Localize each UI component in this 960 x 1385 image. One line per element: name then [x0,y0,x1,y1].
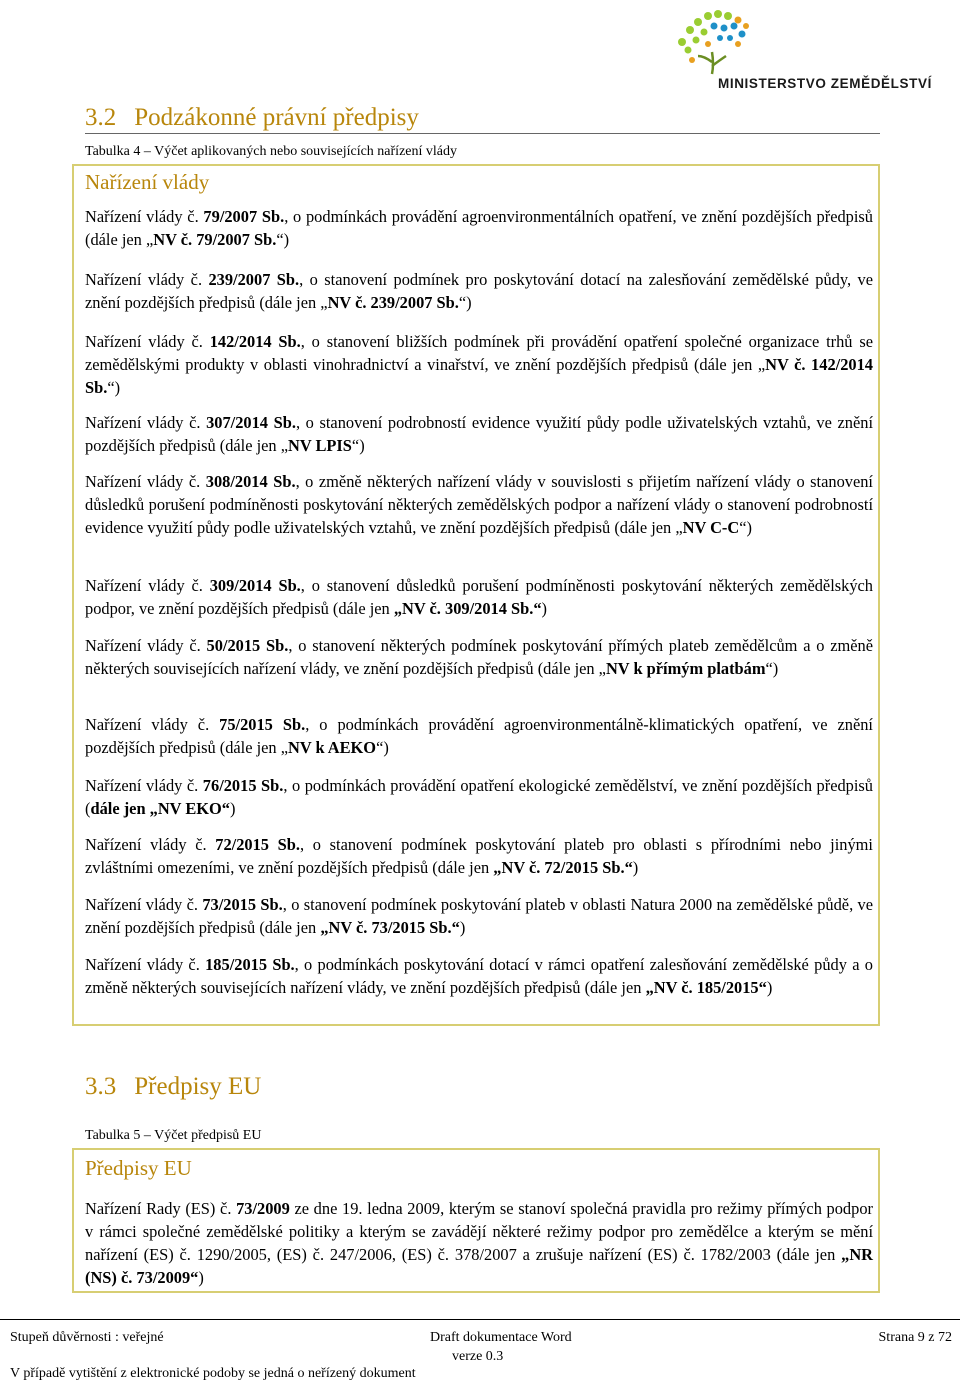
regulation-paragraph: Nařízení vlády č. 185/2015 Sb., o podmínkách poskytování dotací v rámci opatření zalesňování zemědělské půdy a o změně některých souvisejících nařízení vlády, ve znění pozdějších předpisů (dále jen „NV č. 185/2015“) [85,955,873,997]
section-heading [85,104,419,132]
regulation-paragraph: Nařízení vlády č. 307/2014 Sb., o stanovení podrobností evidence využití půdy podle uživatelských vztahů, ve znění pozdějších předpisů (dále jen „NV LPIS“) [85,413,873,455]
regulation-paragraph: Nařízení vlády č. 239/2007 Sb., o stanovení podmínek pro poskytování dotací na zalesňování zemědělské půdy, ve znění pozdějších předpisů (dále jen „NV č. 239/2007 Sb.“) [85,270,873,312]
section-number: 3.3 [85,1073,117,1100]
section-number: 3.2 [85,104,117,131]
regulation-paragraph: Nařízení Rady (ES) č. 73/2009 ze dne 19. ledna 2009, kterým se stanoví společná pravidla pro režimy přímých podpor v rámci společné zemědělské politiky a kterým se zavádějí některé režimy podpor pro zemědělce a kterým se mění nařízení (ES) č. 1290/2005, (ES) č. 247/2006, (ES) č. 378/2007 a zrušuje nařízení (ES) č. 1782/2003 (dále jen „NR (NS) č. 73/2009“) [85,1199,873,1287]
heading-divider [85,133,880,134]
section-title: Předpisy EU [134,1073,262,1100]
box-heading: Předpisy EU [85,1156,192,1180]
footer-note: V případě vytištění z elektronické podoby se jedná o neřízený dokument [10,1366,416,1381]
regulation-paragraph: Nařízení vlády č. 142/2014 Sb., o stanovení bližších podmínek při provádění opatření společné organizace trhů se zemědělskými produkty v oblasti vinohradnictví a vinařství, ve znění pozdějších předpisů (dále jen „NV č. 142/2014 Sb.“) [85,332,873,397]
regulation-paragraph: Nařízení vlády č. 309/2014 Sb., o stanovení důsledků porušení podmíněnosti poskytování některých zemědělských podpor, ve znění pozdějších předpisů (dále jen „NV č. 309/2014 Sb.“) [85,576,873,618]
regulation-paragraph: Nařízení vlády č. 79/2007 Sb., o podmínkách provádění agroenvironmentálních opatření, ve znění pozdějších předpisů (dále jen „NV č. 79/2007 Sb.“) [85,207,873,249]
box-heading: Nařízení vlády [85,170,210,194]
footer-divider [0,1319,960,1320]
regulation-paragraph: Nařízení vlády č. 50/2015 Sb., o stanovení některých podmínek poskytování přímých plateb zemědělcům a o změně některých souvisejících nařízení vlády, ve znění pozdějších předpisů (dále jen „NV k přímým platbám“) [85,636,873,678]
footer-confidentiality: Stupeň důvěrnosti : veřejné [10,1330,164,1345]
section-heading [85,1073,261,1101]
regulation-paragraph: Nařízení vlády č. 75/2015 Sb., o podmínkách provádění agroenvironmentálně-klimatických opatření, ve znění pozdějších předpisů (dále jen „NV k AEKO“) [85,715,873,757]
logo-text: MINISTERSTVO ZEMĚDĚLSTVÍ [718,76,932,91]
footer-version: verze 0.3 [452,1349,504,1364]
footer-page-number: Strana 9 z 72 [878,1330,952,1345]
footer-doc-name: Draft dokumentace Word [430,1330,572,1345]
regulation-paragraph: Nařízení vlády č. 308/2014 Sb., o změně některých nařízení vlády v souvislosti s přijetím nařízení vlády o stanovení důsledků porušení podmíněnosti poskytování některých zemědělských podpor a nařízení vlády o stanovení podrobností evidence využití půdy podle uživatelských vztahů, ve znění pozdějších předpisů (dále jen „NV C-C“) [85,472,873,537]
table-caption: Tabulka 5 – Výčet předpisů EU [85,1128,262,1143]
section-title: Podzákonné právní předpisy [134,104,419,131]
regulation-paragraph: Nařízení vlády č. 72/2015 Sb., o stanovení podmínek poskytování plateb pro oblasti s přírodními nebo jinými zvláštními omezeními, ve znění pozdějších předpisů (dále jen „NV č. 72/2015 Sb.“) [85,835,873,877]
table-caption: Tabulka 4 – Výčet aplikovaných nebo souvisejících nařízení vlády [85,144,457,159]
regulation-paragraph: Nařízení vlády č. 73/2015 Sb., o stanovení podmínek poskytování plateb v oblasti Natura 2000 na zemědělské půdě, ve znění pozdějších předpisů (dále jen „NV č. 73/2015 Sb.“) [85,895,874,937]
regulation-paragraph: Nařízení vlády č. 76/2015 Sb., o podmínkách provádění opatření ekologické zemědělství, ve znění pozdějších předpisů (dále jen „NV EKO“) [85,776,874,818]
